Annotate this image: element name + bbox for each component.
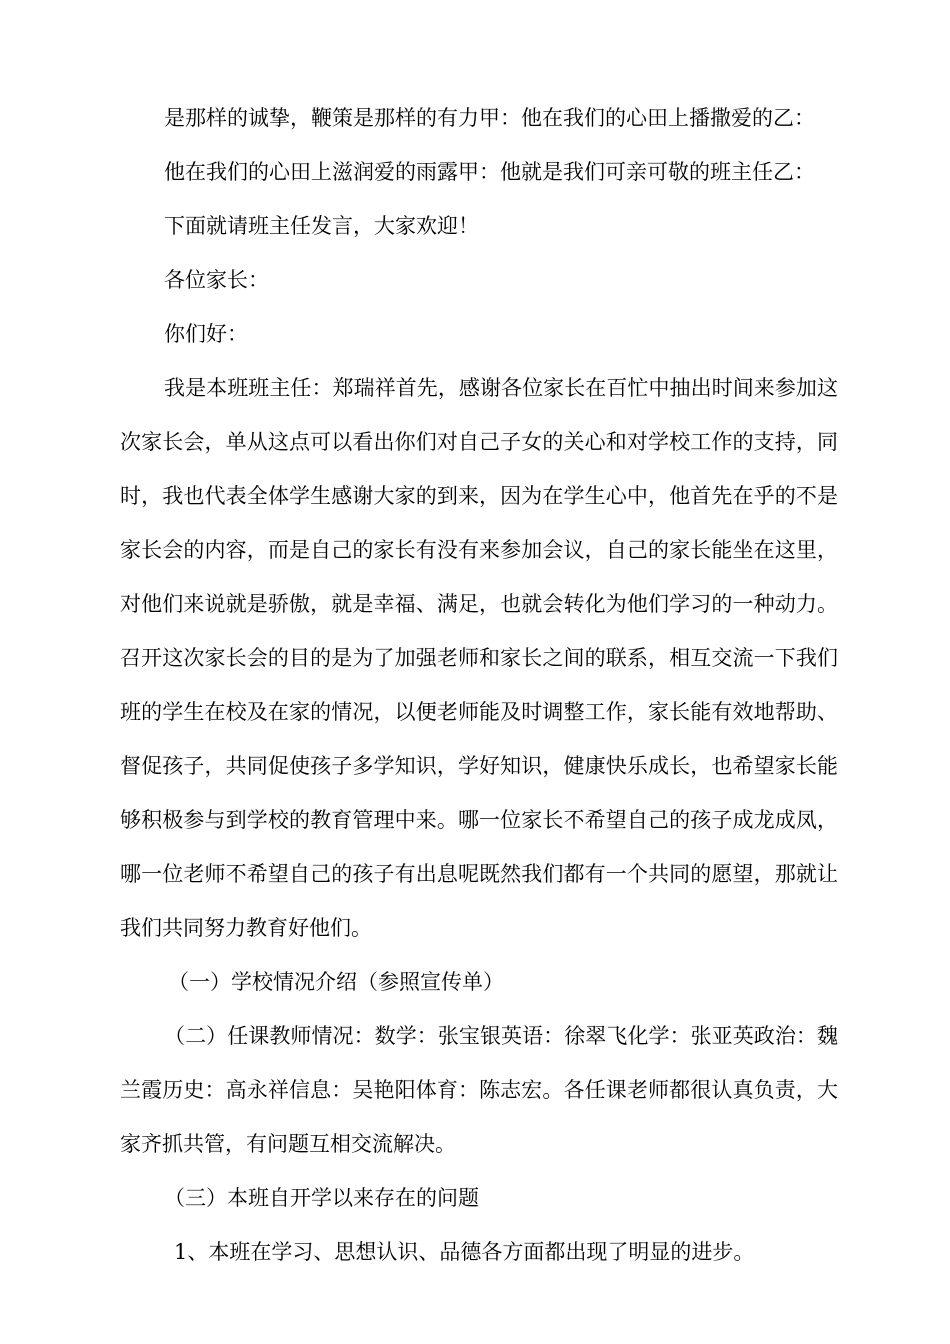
paragraph-1: 是那样的诚挚，鞭策是那样的有力甲：他在我们的心田上播撒爱的乙： xyxy=(164,106,815,130)
speech-paragraph: 我是本班班主任：郑瑞祥首先，感谢各位家长在百忙中抽出时间来参加这次家长会，单从这点可以看出你们对自己子女的关心和对学校工作的支持，同时，我也代表全体学生感谢大家的到来，因为在学生心中，他首先在乎的不是家长会的内容，而是自己的家长有没有来参加会议，自己的家长能坐在这里，对他们来说就是骄傲，就是幸福、满足，也就会转化为他们学习的一种动力。召开这次家长会的目的是为了加强老师和家长之间的联系，相互交流一下我们班的学生在校及在家的情况，以便老师能及时调整工作，家长能有效地帮助、督促孩子，共同促使孩子多学知识，学好知识，健康快乐成长，也希望家长能够积极参与到学校的教育管理中来。哪一位家长不希望自己的孩子成龙成凤，哪一位老师不希望自己的孩子有出息呢既然我们都有一个共同的愿望，那就让我们共同努力教育好他们。 xyxy=(120,376,838,940)
document-body xyxy=(120,91,838,1279)
paragraph-2: 他在我们的心田上滋润爱的雨露甲：他就是我们可亲可敬的班主任乙： xyxy=(164,160,815,184)
section-two-teachers: （二）任课教师情况：数学：张宝银英语：徐翠飞化学：张亚英政治：魏兰霞历史：高永祥信息：吴艳阳体育：陈志宏。各任课老师都很认真负责，大家齐抓共管，有问题互相交流解决。 xyxy=(120,1024,838,1156)
list-item-1: 1、本班在学习、思想认识、品德各方面都出现了明显的进步。 xyxy=(174,1240,755,1264)
section-three-heading: （三）本班自开学以来存在的问题 xyxy=(164,1186,479,1210)
greeting: 你们好： xyxy=(164,322,248,346)
salutation: 各位家长： xyxy=(164,268,269,292)
section-one-heading: （一）学校情况介绍（参照宣传单） xyxy=(168,970,504,994)
paragraph-3: 下面就请班主任发言，大家欢迎！ xyxy=(164,214,479,238)
